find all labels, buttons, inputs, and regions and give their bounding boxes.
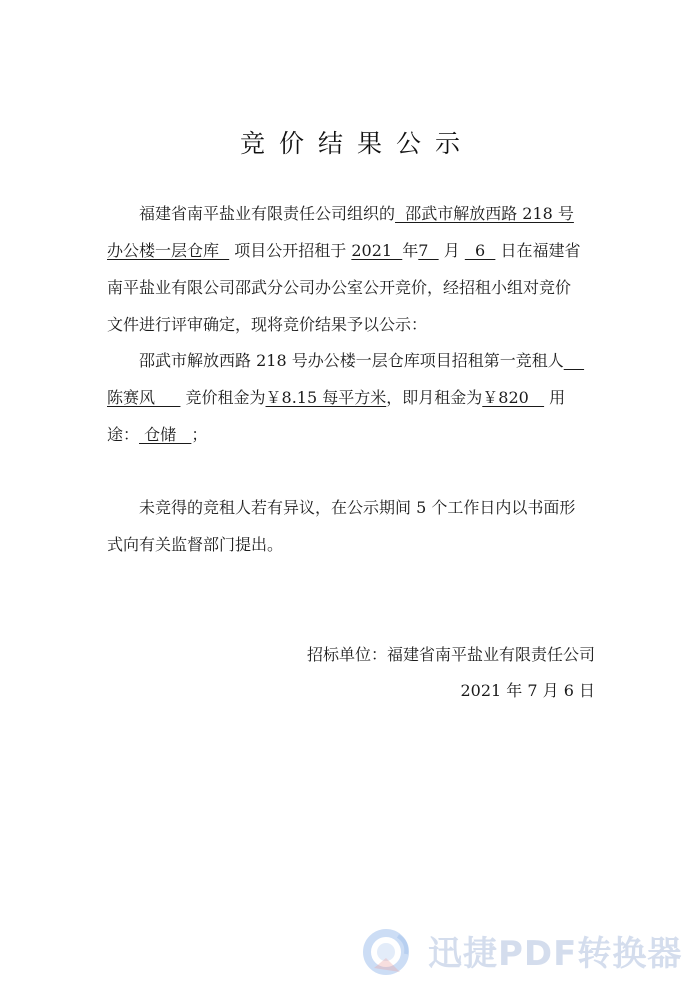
paragraph-1-line-2 [107,241,580,261]
bid-rent-label: 竞价租金为 [180,388,266,407]
document-date: 2021 年 7 月 6 日 [460,681,595,700]
monthly-rent-label: ，即月租金为 [386,388,483,407]
usage-label-part: 用 [544,388,566,407]
organizer-text: 福建省南平盐业有限责任公司组织的 [139,204,396,223]
paragraph-1-line-4: 文件进行评审确定，现将竞价结果予以公示： [107,315,428,334]
project-location-part-1: 邵武市解放西路 218 号 [395,204,574,223]
day-field: 6 [464,241,496,260]
monthly-rent-value: ￥820 [482,388,545,407]
usage-value: 仓储 [139,425,192,444]
paragraph-1-line-1 [139,204,574,224]
paragraph-2-line-1 [139,351,584,371]
document-title: 竞价结果公示 [239,129,474,158]
winner-blank [564,351,584,370]
day-unit-text: 日在福建省 [495,241,581,260]
paragraph-3-line-1: 未竞得的竞租人若有异议，在公示期间 5 个工作日内以书面形 [139,498,576,517]
paragraph-2-line-2 [107,388,565,408]
year-unit: 年 [402,241,419,260]
paragraph-2-line-3 [107,425,207,445]
project-location-part-2: 办公楼一层仓库 [107,241,230,260]
tendering-unit: 招标单位：福建省南平盐业有限责任公司 [306,645,595,664]
bid-rent-value: ￥8.15 每平方米 [265,388,387,407]
usage-label: 途： [107,425,140,444]
paragraph-3-line-2: 式向有关监督部门提出。 [107,535,284,554]
paragraph-1-line-3: 南平盐业有限公司邵武分公司办公室公开竞价，经招租小组对竞价 [107,278,572,297]
xunjie-logo-icon [360,928,416,980]
month-field: 7 [418,241,439,260]
watermark-text: 迅捷PDF转换器 [428,934,683,974]
month-unit: 月 [438,241,465,260]
usage-end: ； [191,425,208,444]
winner-name: 陈赛风 [107,388,181,407]
winner-intro-text: 邵武市解放西路 218 号办公楼一层仓库项目招租第一竞租人 [139,351,564,370]
project-text: 项目公开招租于 [229,241,352,260]
watermark [360,928,690,980]
year-field: 2021 [351,241,403,260]
